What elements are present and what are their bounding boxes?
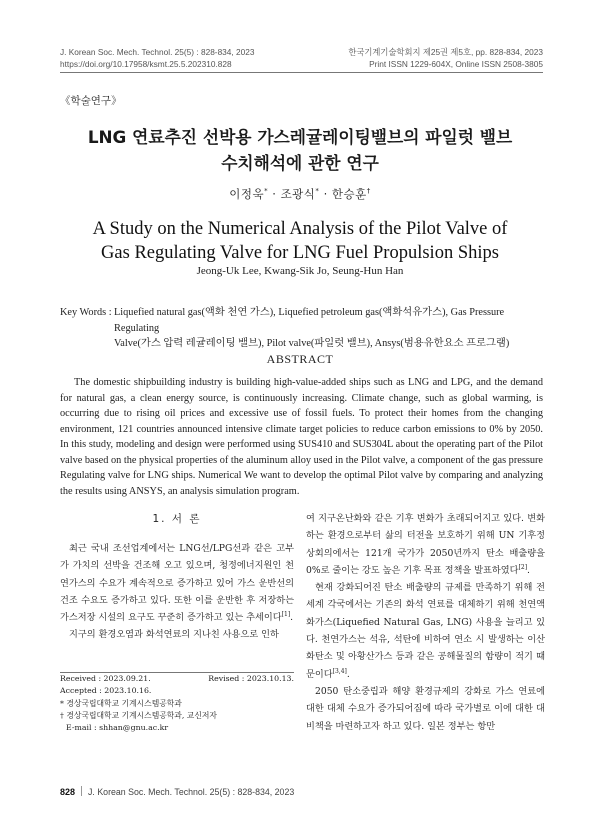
section-heading: 1. 서 론 [152,513,202,525]
paragraph-end: . [290,612,294,624]
citation[interactable]: [2] [518,563,528,571]
authors-english: Jeong-Uk Lee, Kwang-Sik Jo, Seung-Hun Han [196,265,404,277]
journal-citation-korean: 한국기계기술학회지 제25권 제5호, pp. 828-834, 2023 [348,47,543,57]
dates-row [60,673,294,685]
affiliation-mark: * [264,187,269,196]
title-korean-line-2: 수치해석에 관한 연구 [221,153,379,173]
title-english-line-2: Gas Regulating Valve for LNG Fuel Propulsion Ships [101,243,499,263]
title-english-line-1: A Study on the Numerical Analysis of the Pilot Valve of [92,219,508,239]
page-number: 828 [60,787,76,797]
paragraph: 2050 탄소중립과 해양 환경규제의 강화로 가스 연료에 대한 대체 수요가 증가되어짐에 따라 국가별로 이에 대한 대비책을 마련하고자 하고 있다. 일본 정부는 항만 [306,685,545,732]
keywords-label: Key Words : [60,307,112,318]
revised-date: Revised : 2023.10.13. [208,674,294,683]
received-date: Received : 2023.09.21. [60,674,151,683]
corresponding-email[interactable]: E-mail : shhan@gnu.ac.kr [66,723,169,733]
keywords-block [60,305,545,352]
header-rule [60,72,543,73]
paragraph-text: 여 지구온난화와 같은 기후 변화가 초래되어지고 있다. 변화하는 환경으로부터 삶의 터전을 보호하기 위해 UN 기후정상회의에서는 121개 국가가 2050년까지 탄소 배출량을 0%로 줄이는 강도 높은 기후 목표 정책을 발표하였다 [306,513,545,576]
paragraph-end: . [527,564,530,576]
footnotes [60,673,294,734]
paragraph-text: 현재 강화되어진 탄소 배출량의 규제를 만족하기 위해 전 세계 각국에서는 기존의 화석 연료를 대체하기 위해 천연액화가스(Liquefied Natural Gas, LNG) 사용을 늘리고 있다. 천연가스는 석유, 석탄에 비하여 연소 시 발생하는 이산화탄소 및 아황산가스 등과 같은 공해물질의 함량이 적기 때문이다 [306,582,545,680]
footer-divider [81,786,82,796]
author-name: 조광식 [280,187,316,201]
page-footer [60,786,294,797]
paragraph [306,510,545,579]
author-separator: · [272,187,277,201]
keywords-line-2: Valve(가스 압력 레귤레이팅 밸브), Pilot valve(파일럿 밸브), Ansys(범용유한요소 프로그램) [114,338,510,349]
abstract-heading: ABSTRACT [266,352,334,366]
corresponding-mark: † [366,187,371,196]
title-korean-line-1: LNG 연료추진 선박용 가스레귤레이팅밸브의 파일럿 밸브 [87,127,513,147]
affiliation-mark: * [315,187,320,196]
author-name: 한승훈 [331,187,367,201]
abstract-text: The domestic shipbuilding industry is building high-value-added ships such as LNG and LPG, and the demand for natural gas, a clean energy source, is continuously increasing. Climate change, such as global warming, is occurring due to rising oil prices and excessive use of fossil fuels. To protect their homes from the changing environment, 121 countries announced intensive climate target policies to reduce carbon emissions to 0% by 2050. In this study, modeling and design were performed using SUS410 and SUS304L about the operating part of the Pilot valve based on the physical properties of the aluminum alloy used in the Pilot valve, a component of the gas pressure Regulating valve for LNG ships. Numerical We want to develop the optimal Pilot valve by comparing and analyzing the results using ANSYS, an analysis simulation program. [60,377,543,497]
journal-citation: J. Korean Soc. Mech. Technol. 25(5) : 828-834, 2023 [60,47,255,57]
running-header-left [60,46,254,70]
left-column [60,510,294,644]
authors-korean [0,186,600,202]
author-separator: · [323,187,328,201]
doi-link[interactable]: https://doi.org/10.17958/ksmt.25.5.202310.828 [60,59,232,69]
author-name: 이정욱 [229,187,265,201]
paragraph-end: . [346,668,350,680]
affiliation-1: * 경상국립대학교 기계시스템공학과 [60,698,182,708]
title-english [40,217,560,265]
affiliation-2: † 경상국립대학교 기계시스템공학과, 교신저자 [60,710,217,720]
running-header-right [348,46,543,70]
paragraph [60,540,294,626]
citation[interactable]: [1] [281,611,291,619]
citation[interactable]: [3,4] [332,667,347,675]
keywords-line-1: Liquefied natural gas(액화 천연 가스), Liquefied petroleum gas(액화석유가스), Gas Pressure Regulating [114,307,505,334]
accepted-date: Accepted : 2023.10.16. [60,686,152,696]
issn-info: Print ISSN 1229-604X, Online ISSN 2508-3805 [369,59,543,69]
footer-journal: J. Korean Soc. Mech. Technol. 25(5) : 828-834, 2023 [88,787,295,797]
article-category: 《학술연구》 [60,95,122,107]
paragraph [306,579,545,683]
paragraph: 지구의 환경오염과 화석연료의 지나친 사용으로 인하 [69,629,279,641]
keywords-list [114,305,542,352]
paragraph-text: 최근 국내 조선업계에서는 LNG선/LPG선과 같은 고부가 가치의 선박을 건조해 오고 있으며, 청정에너지원인 천연가스의 수요가 계속적으로 증가하고 있어 가스 운반선의 건조 수요도 증가하고 있다. 또한 이를 운반한 후 저장하는 가스저장 시설의 요구도 꾸준히 증가하고 있는 추세이다 [60,543,294,624]
right-column [306,510,545,735]
title-korean [40,124,560,176]
